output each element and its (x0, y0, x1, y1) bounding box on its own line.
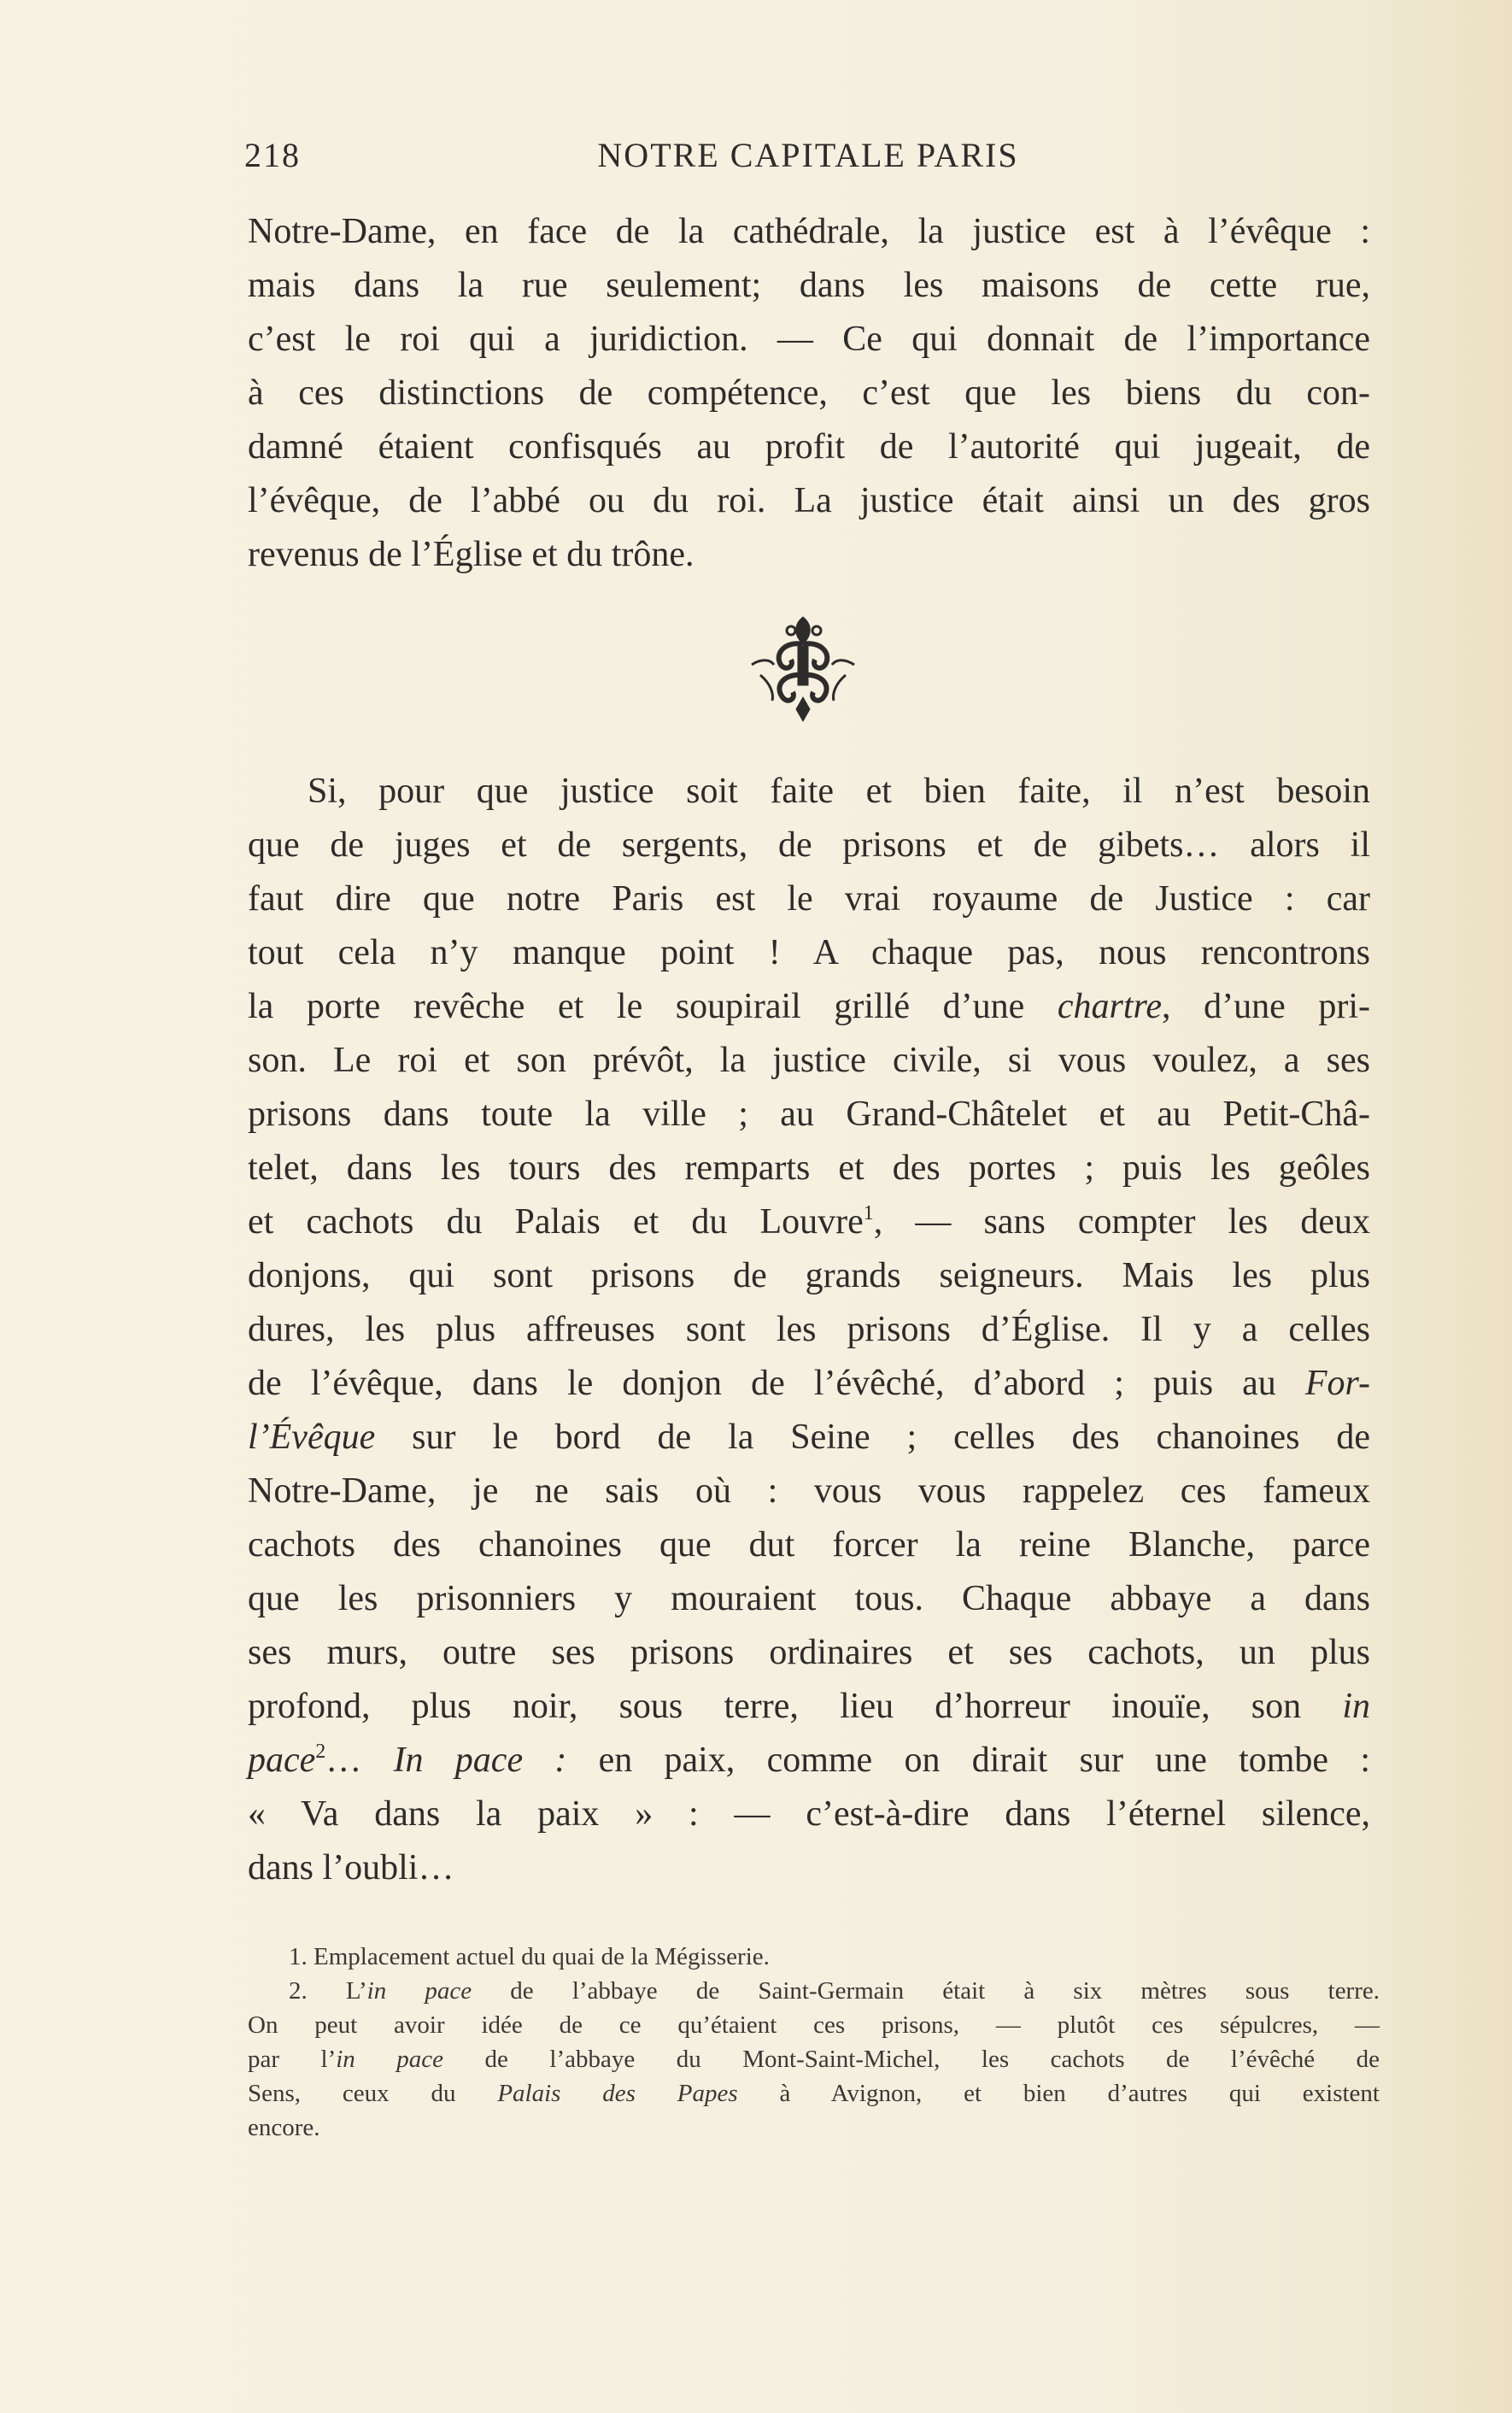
footnote-ref: 2 (315, 1741, 326, 1763)
text-line (248, 1357, 1370, 1411)
italic-word: in pace (366, 1977, 472, 2005)
footnote-2 (248, 1974, 1380, 2008)
text-run: … (325, 1741, 394, 1780)
text-line: à ces distinctions de compétence, c’est que les biens du con- (248, 373, 1370, 413)
text-line: que de juges et de sergents, de prisons et de gibets… alors il (248, 825, 1370, 865)
text-run: et cachots du Palais et du Louvre (248, 1202, 864, 1242)
italic-word: Palais des Papes (497, 2080, 738, 2107)
text-line: l’évêque, de l’abbé ou du roi. La justice était ainsi un des gros (248, 481, 1370, 520)
text-run: 2. L’ (289, 1977, 367, 2005)
text-line (248, 1411, 1370, 1465)
paragraph-2 (248, 765, 1370, 1895)
page-number: 218 (244, 136, 301, 174)
footnote-line (248, 2042, 1380, 2076)
text-line: prisons dans toute la ville ; au Grand-Châtelet et au Petit-Châ- (248, 1095, 1370, 1134)
footnote-1: 1. Emplacement actuel du quai de la Mégisserie. (289, 1943, 770, 1970)
running-title: NOTRE CAPITALE PARIS (597, 136, 1019, 174)
text-run: de l’évêque, dans le donjon de l’évêché, d’abord ; puis au (248, 1364, 1305, 1403)
italic-word: in pace (336, 2046, 444, 2073)
italic-word: For- (1304, 1364, 1370, 1403)
footnote-ref: 1 (863, 1202, 874, 1224)
italic-word: In pace : (393, 1741, 567, 1780)
text-line: « Va dans la paix » : — c’est-à-dire dans l’éternel silence, (248, 1794, 1370, 1834)
footnote-line: On peut avoir idée de ce qu’étaient ces prisons, — plutôt ces sépulcres, — (248, 2011, 1380, 2039)
italic-word: pace (248, 1741, 316, 1780)
text-run: en paix, comme on dirait sur une tombe : (566, 1741, 1370, 1780)
text-line: Notre-Dame, je ne sais où : vous vous rappelez ces fameux (248, 1471, 1370, 1511)
text-line: dans l’oubli… (248, 1848, 454, 1888)
text-run: , d’une pri- (1162, 987, 1370, 1026)
text-line: revenus de l’Église et du trône. (248, 535, 694, 574)
text-line: tout cela n’y manque point ! A chaque pas, nous rencontrons (248, 933, 1370, 972)
text-run: la porte revêche et le soupirail grillé d’une (248, 987, 1058, 1026)
text-run: de l’abbaye du Mont-Saint-Michel, les cachots de l’évêché de (443, 2046, 1380, 2073)
text-run: , — sans compter les deux (873, 1202, 1370, 1242)
text-line: son. Le roi et son prévôt, la justice civile, si vous voulez, a ses (248, 1041, 1370, 1080)
text-run: sur le bord de la Seine ; celles des chanoines de (375, 1418, 1370, 1457)
text-line: que les prisonniers y mouraient tous. Chaque abbaye a dans (248, 1579, 1370, 1618)
text-line: Notre-Dame, en face de la cathédrale, la justice est à l’évêque : (248, 212, 1370, 251)
italic-word: in (1342, 1687, 1370, 1726)
text-line: ses murs, outre ses prisons ordinaires et ses cachots, un plus (248, 1633, 1370, 1672)
footnote-line: encore. (248, 2114, 320, 2141)
text-line: c’est le roi qui a juridiction. — Ce qui donnait de l’importance (248, 320, 1370, 359)
text-line: donjons, qui sont prisons de grands seigneurs. Mais les plus (248, 1256, 1370, 1295)
text-line (248, 1734, 1370, 1788)
italic-word: l’Évêque (248, 1418, 376, 1457)
text-run: à Avignon, et bien d’autres qui existent (737, 2080, 1380, 2107)
text-line: damné étaient confisqués au profit de l’autorité qui jugeait, de (248, 427, 1370, 467)
text-line (248, 980, 1370, 1034)
running-head (244, 135, 1372, 186)
text-line: cachots des chanoines que dut forcer la reine Blanche, parce (248, 1525, 1370, 1565)
text-run: Sens, ceux du (248, 2080, 498, 2107)
text-line (248, 1195, 1370, 1249)
footnote-line (248, 2076, 1380, 2111)
paragraph-1 (248, 205, 1370, 582)
fleuron-ornament-icon (743, 615, 863, 722)
text-line (248, 1680, 1370, 1734)
text-run: de l’abbaye de Saint-Germain était à six mètres sous terre. (472, 1977, 1380, 2005)
text-line: telet, dans les tours des remparts et des portes ; puis les geôles (248, 1148, 1370, 1188)
italic-word: chartre (1057, 987, 1162, 1026)
text-run: par l’ (248, 2046, 337, 2073)
text-line: dures, les plus affreuses sont les prisons d’Église. Il y a celles (248, 1310, 1370, 1349)
text-line: Si, pour que justice soit faite et bien faite, il n’est besoin (308, 772, 1370, 811)
text-line: faut dire que notre Paris est le vrai royaume de Justice : car (248, 879, 1370, 919)
footnotes (248, 1940, 1380, 2145)
text-run: profond, plus noir, sous terre, lieu d’horreur inouïe, son (248, 1687, 1343, 1726)
text-line: mais dans la rue seulement; dans les maisons de cette rue, (248, 266, 1370, 305)
